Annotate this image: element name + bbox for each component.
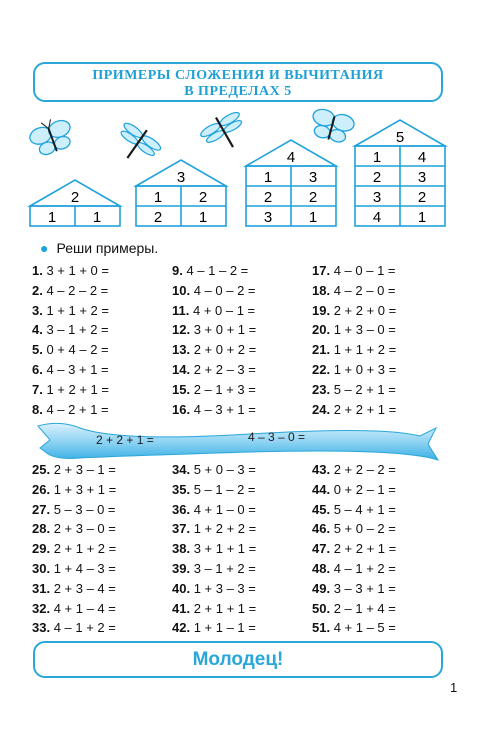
house-cell: 2: [417, 189, 427, 206]
exercise-number: 51.: [312, 620, 331, 636]
exercise-item: [172, 283, 256, 298]
exercise-expression: 1 + 2 + 1 =: [46, 381, 109, 397]
exercise-expression: 4 – 3 + 1 =: [193, 401, 256, 417]
exercise-number: 43.: [312, 462, 331, 477]
house-cell: 2: [263, 189, 273, 206]
exercise-number: 27.: [32, 501, 51, 517]
exercise-number: 20.: [312, 322, 331, 338]
exercise-expression: 4 – 0 – 1 =: [333, 263, 396, 278]
house-cell: 3: [263, 209, 273, 226]
exercise-item: [172, 482, 256, 497]
house-2: [30, 180, 120, 226]
exercise-expression: 2 – 1 + 4 =: [333, 600, 396, 616]
exercise-expression: 1 + 3 – 3 =: [193, 580, 256, 596]
exercise-item: [172, 521, 256, 536]
exercise-item: [172, 502, 256, 517]
title-line-2: В ПРЕДЕЛАХ 5: [184, 84, 292, 99]
house-cell: 1: [263, 169, 273, 186]
exercise-number: 7.: [32, 381, 43, 397]
exercise-expression: 2 + 0 + 2 =: [193, 342, 257, 358]
exercise-item: [32, 561, 116, 576]
exercise-number: 31.: [32, 580, 51, 596]
exercise-item: [32, 322, 109, 337]
exercise-item: [32, 620, 116, 635]
exercise-item: [32, 283, 108, 298]
exercise-expression: 4 – 1 + 2 =: [53, 620, 116, 636]
house-cell: 3: [417, 169, 427, 186]
exercise-number: 48.: [312, 561, 331, 576]
house-roof-number: 5: [395, 129, 405, 146]
house-cell: 3: [308, 169, 318, 186]
exercise-number: 46.: [312, 521, 331, 537]
exercise-expression: 5 – 4 + 1 =: [333, 501, 396, 517]
house-roof-number: 4: [286, 149, 296, 166]
praise-box: [33, 641, 443, 678]
exercise-item: [172, 382, 256, 397]
exercise-number: 15.: [172, 381, 191, 397]
praise-text: Молодец!: [192, 649, 284, 670]
exercise-item: [32, 521, 116, 536]
house-cell: 1: [198, 209, 208, 226]
exercise-number: 34.: [172, 462, 191, 477]
exercise-expression: 3 + 0 + 1 =: [193, 322, 257, 338]
exercise-item: [32, 342, 109, 357]
exercise-number: 11.: [172, 302, 190, 318]
banner-right-expression: 4 – 3 – 0 =: [248, 430, 306, 444]
exercise-expression: 4 + 0 – 1 =: [192, 302, 256, 318]
exercise-number: 25.: [32, 462, 51, 477]
house-cell: 2: [308, 189, 318, 206]
exercise-number: 2.: [32, 282, 43, 298]
exercise-number: 18.: [312, 282, 331, 298]
exercise-number: 40.: [172, 580, 191, 596]
exercise-item: [312, 322, 396, 337]
exercise-item: [312, 482, 396, 497]
exercise-expression: 3 – 1 + 2 =: [46, 322, 109, 338]
exercise-expression: 2 + 2 + 1 =: [333, 541, 397, 557]
house-4: [246, 140, 336, 226]
exercise-item: [172, 620, 256, 635]
exercise-item: [312, 521, 396, 536]
exercise-item: [312, 263, 396, 278]
exercise-item: [32, 601, 116, 616]
exercise-expression: 5 + 0 – 3 =: [193, 462, 256, 477]
house-cell: 2: [198, 189, 208, 206]
exercise-number: 4.: [32, 322, 43, 338]
exercise-number: 26.: [32, 481, 51, 497]
exercise-number: 49.: [312, 580, 331, 596]
exercise-expression: 1 + 0 + 3 =: [333, 362, 397, 377]
exercise-number: 19.: [312, 302, 331, 318]
exercise-number: 12.: [172, 322, 191, 338]
exercise-expression: 2 + 3 – 0 =: [53, 521, 116, 537]
exercise-item: [172, 402, 256, 417]
exercise-expression: 2 + 3 – 4 =: [53, 580, 116, 596]
exercise-expression: 1 + 1 + 2 =: [46, 302, 109, 318]
house-cell: 1: [47, 209, 57, 226]
exercise-number: 41.: [172, 600, 191, 616]
house-cell: 4: [417, 149, 427, 166]
exercise-item: [32, 502, 116, 517]
house-roof-number: 2: [70, 189, 80, 206]
exercise-item: [32, 263, 109, 278]
exercise-number: 30.: [32, 561, 51, 576]
exercise-number: 29.: [32, 541, 51, 557]
exercise-number: 45.: [312, 501, 331, 517]
exercise-number: 16.: [172, 401, 191, 417]
exercise-item: [312, 402, 396, 417]
house-cell: 3: [372, 189, 382, 206]
exercise-expression: 2 + 2 + 1 =: [333, 401, 397, 417]
house-3: [136, 160, 226, 226]
exercise-item: [172, 561, 256, 576]
exercise-number: 33.: [32, 620, 51, 636]
exercise-item: [32, 362, 109, 377]
exercise-expression: 5 + 0 – 2 =: [333, 521, 396, 537]
exercise-item: [172, 362, 256, 377]
exercise-expression: 1 + 4 – 3 =: [53, 561, 116, 576]
exercise-number: 23.: [312, 381, 331, 397]
exercise-expression: 1 + 3 – 0 =: [333, 322, 396, 338]
exercise-number: 24.: [312, 401, 331, 417]
exercise-expression: 3 + 1 + 0 =: [46, 263, 109, 278]
house-cell: 1: [308, 209, 318, 226]
house-cell: 1: [372, 149, 382, 166]
exercise-item: [32, 402, 109, 417]
house-cell: 2: [372, 169, 382, 186]
title-line-1: ПРИМЕРЫ СЛОЖЕНИЯ И ВЫЧИТАНИЯ: [92, 68, 384, 83]
exercise-item: [172, 322, 256, 337]
banner-left-expression: 2 + 2 + 1 =: [96, 433, 154, 447]
exercise-expression: 4 – 2 – 2 =: [46, 282, 109, 298]
exercise-expression: 4 – 1 + 2 =: [333, 561, 396, 576]
exercise-number: 50.: [312, 600, 331, 616]
exercise-item: [312, 342, 396, 357]
exercise-expression: 4 – 2 – 0 =: [333, 282, 396, 298]
exercise-expression: 2 – 1 + 3 =: [193, 381, 256, 397]
exercise-number: 38.: [172, 541, 191, 557]
exercise-expression: 3 – 3 + 1 =: [333, 580, 396, 596]
exercise-number: 10.: [172, 282, 191, 298]
exercise-expression: 4 + 1 – 5 =: [333, 620, 396, 636]
exercise-item: [172, 581, 256, 596]
exercise-expression: 5 – 2 + 1 =: [333, 381, 396, 397]
house-cell: 1: [153, 189, 163, 206]
house-cell: 2: [153, 209, 163, 226]
exercise-item: [32, 581, 116, 596]
page-number: 1: [450, 680, 458, 695]
exercise-number: 44.: [312, 481, 331, 497]
exercise-item: [32, 541, 116, 556]
exercise-number: 22.: [312, 362, 331, 377]
exercise-number: 3.: [32, 302, 43, 318]
exercise-expression: 1 + 2 + 2 =: [193, 521, 257, 537]
exercise-number: 42.: [172, 620, 191, 636]
exercise-item: [312, 502, 396, 517]
exercise-item: [312, 303, 396, 318]
exercise-item: [172, 303, 255, 318]
exercise-number: 21.: [312, 342, 331, 358]
exercise-expression: 4 – 0 – 2 =: [193, 282, 256, 298]
exercise-number: 35.: [172, 481, 191, 497]
exercise-number: 6.: [32, 362, 43, 377]
exercise-item: [312, 561, 396, 576]
house-cell: 1: [92, 209, 102, 226]
exercise-expression: 5 – 1 – 2 =: [193, 481, 256, 497]
exercise-number: 13.: [172, 342, 191, 358]
exercise-expression: 3 + 1 + 1 =: [193, 541, 257, 557]
exercise-number: 14.: [172, 362, 191, 377]
exercise-expression: 2 + 1 + 2 =: [53, 541, 117, 557]
exercise-expression: 2 + 2 – 3 =: [193, 362, 256, 377]
exercise-number: 28.: [32, 521, 51, 537]
exercise-item: [312, 541, 396, 556]
exercise-expression: 2 + 3 – 1 =: [53, 462, 116, 477]
exercise-number: 1.: [32, 263, 43, 278]
house-cell: 4: [372, 209, 382, 226]
exercise-item: [172, 541, 256, 556]
exercise-number: 39.: [172, 561, 191, 576]
exercise-expression: 1 + 3 + 1 =: [53, 481, 117, 497]
exercise-expression: 2 + 2 + 0 =: [333, 302, 397, 318]
exercise-item: [312, 362, 396, 377]
exercise-number: 36.: [172, 501, 191, 517]
exercise-expression: 2 + 1 + 1 =: [193, 600, 257, 616]
number-houses: [0, 0, 500, 240]
exercise-item: [32, 303, 109, 318]
exercise-number: 8.: [32, 401, 43, 417]
exercise-item: [312, 581, 396, 596]
exercise-item: [32, 382, 109, 397]
exercise-number: 47.: [312, 541, 331, 557]
exercise-number: 5.: [32, 342, 43, 358]
exercise-number: 9.: [172, 263, 183, 278]
exercise-item: [32, 482, 116, 497]
exercise-expression: 3 – 1 + 2 =: [193, 561, 256, 576]
exercise-expression: 0 + 2 – 1 =: [333, 481, 396, 497]
exercise-expression: 0 + 4 – 2 =: [46, 342, 109, 358]
exercise-number: 17.: [312, 263, 331, 278]
exercise-item: [312, 601, 396, 616]
exercise-expression: 4 + 1 – 0 =: [193, 501, 256, 517]
exercise-expression: 1 + 1 – 1 =: [193, 620, 256, 636]
instruction: [40, 240, 158, 256]
exercise-expression: 1 + 1 + 2 =: [333, 342, 397, 358]
exercise-item: [312, 283, 396, 298]
exercise-number: 37.: [172, 521, 191, 537]
exercise-item: [172, 601, 256, 616]
exercise-expression: 4 + 1 – 4 =: [53, 600, 116, 616]
exercise-number: 32.: [32, 600, 51, 616]
house-roof-number: 3: [176, 169, 186, 186]
house-5: [355, 120, 445, 226]
exercise-item: [172, 342, 256, 357]
exercise-expression: 4 – 2 + 1 =: [46, 401, 109, 417]
exercise-item: [312, 620, 396, 635]
exercise-item: [312, 382, 396, 397]
bullet-icon: ●: [40, 240, 49, 256]
exercise-expression: 5 – 3 – 0 =: [53, 501, 116, 517]
house-cell: 1: [417, 209, 427, 226]
exercise-expression: 4 – 1 – 2 =: [186, 263, 249, 278]
exercise-item: [172, 263, 248, 278]
exercise-expression: 2 + 2 – 2 =: [333, 462, 396, 477]
exercise-expression: 4 – 3 + 1 =: [46, 362, 109, 377]
instruction-text: Реши примеры.: [56, 240, 159, 256]
